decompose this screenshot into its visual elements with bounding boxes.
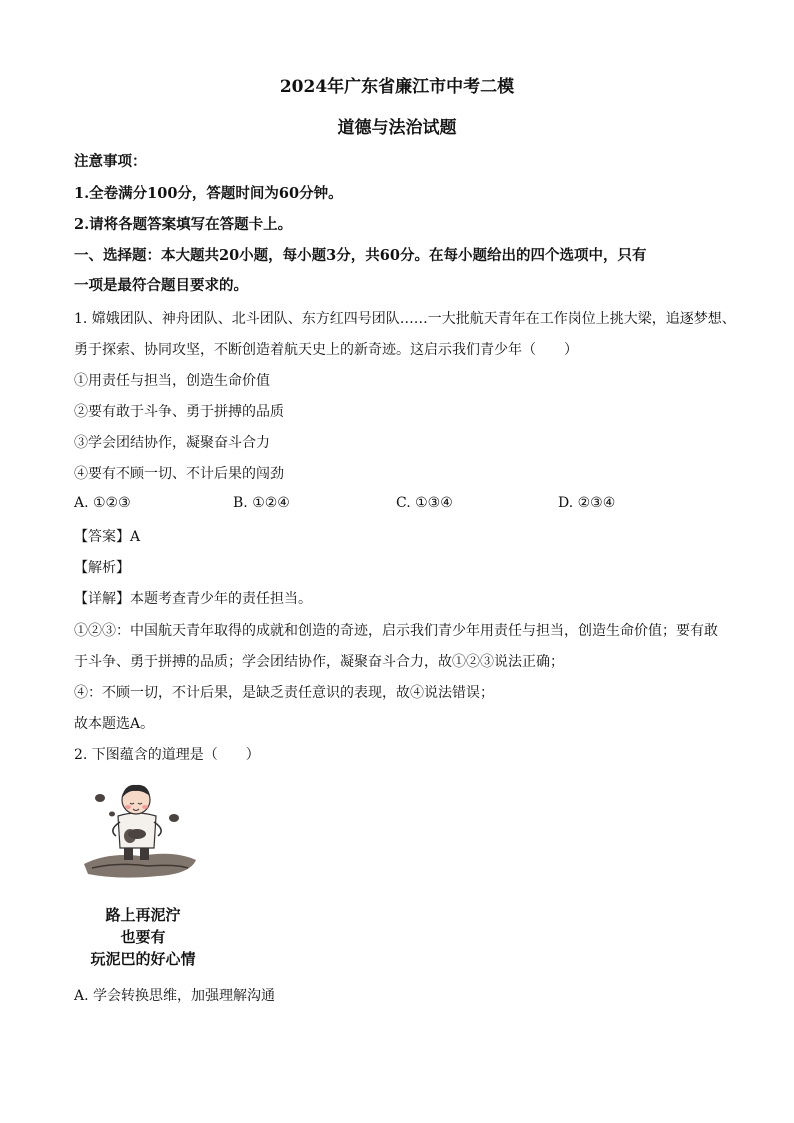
q1-answer: 【答案】A [74,529,141,545]
q1-conclusion: 故本题选A。 [74,716,155,732]
q1-detail: 【详解】本题考查青少年的责任担当。 [74,591,312,607]
q1-option-a: A. ①②③ [74,495,131,511]
q1-stem: 1. 嫦娥团队、神舟团队、北斗团队、东方红四号团队……一大批航天青年在工作岗位上挑大梁，追逐梦想、 [74,311,736,327]
q2-illustration [78,778,208,976]
notice-item: 2.请将各题答案填写在答题卡上。 [74,216,293,233]
q2-option-a: A. 学会转换思维，加强理解沟通 [74,988,276,1004]
section-instruction: 一、选择题：本大题共20小题，每小题3分，共60分。在每小题给出的四个选项中，只有 [74,247,647,264]
q1-statement: ①用责任与担当，创造生命价值 [74,373,270,389]
notice-item: 1.全卷满分100分，答题时间为60分钟。 [74,185,343,202]
child-playing-mud-drawing [78,778,208,890]
q1-explanation: ①②③：中国航天青年取得的成就和创造的奇迹，启示我们青少年用责任与担当，创造生命价值；要有敢 [74,623,718,639]
notice-heading: 注意事项： [74,153,147,170]
q1-option-d: D. ②③④ [558,495,616,511]
q1-explanation-cont: 于斗争、勇于拼搏的品质；学会团结协作，凝聚奋斗合力，故①②③说法正确； [74,654,564,670]
q1-stem-cont: 勇于探索、协同攻坚，不断创造着航天史上的新奇迹。这启示我们青少年（ ） [74,342,578,358]
q1-statement: ③学会团结协作，凝聚奋斗合力 [74,435,270,451]
caption-line: 也要有 [120,928,166,946]
q2-stem: 2. 下图蕴含的道理是（ ） [74,747,260,763]
q1-option-b: B. ①②④ [233,495,290,511]
q1-analysis-label: 【解析】 [74,560,130,576]
q1-statement: ②要有敢于斗争、勇于拼搏的品质 [74,404,284,420]
illustration-caption [78,904,208,970]
q1-explanation-wrong: ④：不顾一切，不计后果，是缺乏责任意识的表现，故④说法错误； [74,685,494,701]
caption-line: 玩泥巴的好心情 [90,950,196,968]
q1-option-c: C. ①③④ [396,495,453,511]
caption-line: 路上再泥泞 [105,906,181,924]
exam-subtitle: 道德与法治试题 [337,118,457,138]
q1-statement: ④要有不顾一切、不计后果的闯劲 [74,466,284,482]
section-instruction-cont: 一项是最符合题目要求的。 [74,277,248,294]
exam-title: 2024年广东省廉江市中考二模 [279,77,515,97]
